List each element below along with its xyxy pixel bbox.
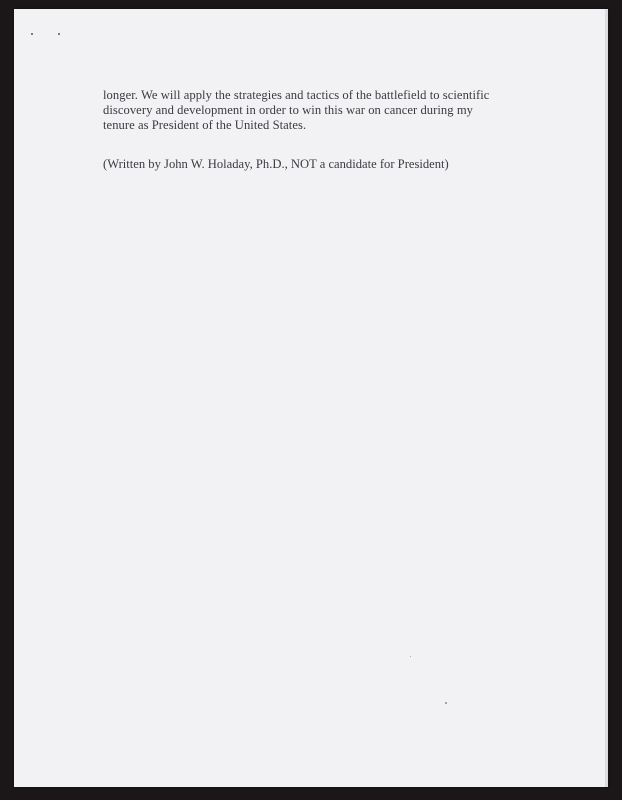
body-line: tenure as President of the United States. [103,118,307,133]
body-line: longer. We will apply the strategies and tactics of the battlefield to scientific [103,88,490,102]
paper-speck [31,33,33,35]
paper-speck [445,702,447,704]
body-paragraph [103,88,533,134]
page-edge [605,9,608,787]
document-page [14,9,608,787]
attribution-line: (Written by John W. Holaday, Ph.D., NOT a candidate for President) [103,157,449,171]
paper-speck [58,33,60,35]
paper-speck [410,656,411,657]
body-line: discovery and development in order to win this war on cancer during my [103,103,474,118]
